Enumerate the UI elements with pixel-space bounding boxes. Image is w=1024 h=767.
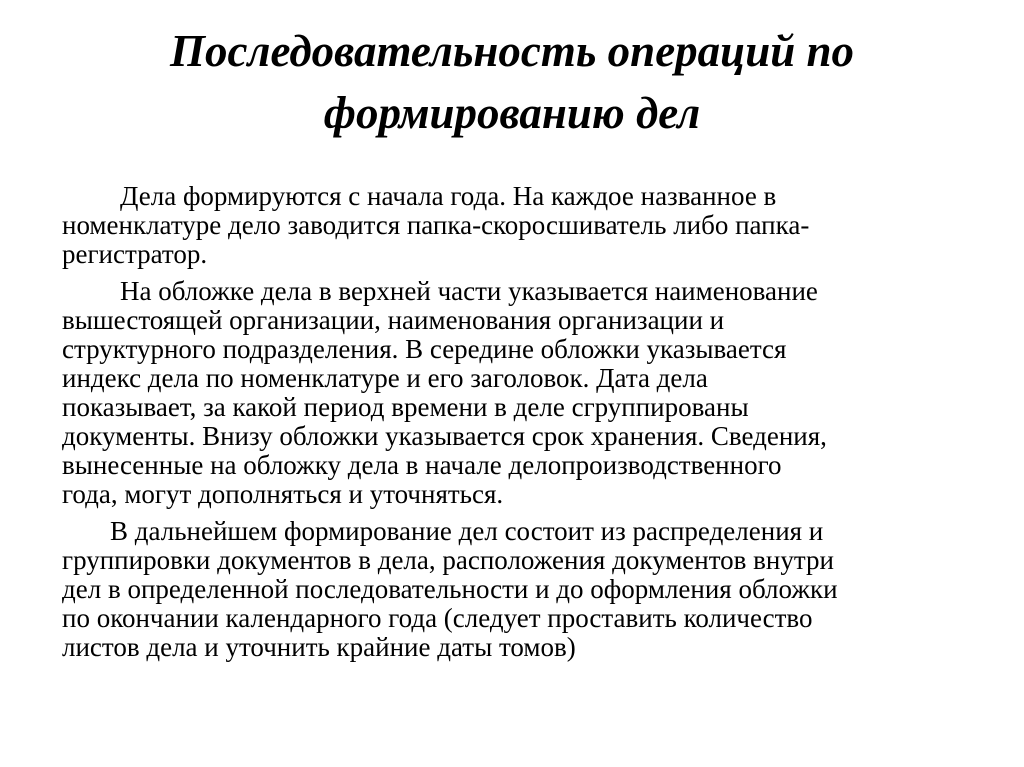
slide-title-line-2: формированию дел (323, 88, 701, 138)
paragraph-further-formation: В дальнейшем формирование дел состоит из распределения и группировки документов в дела, расположения документов внутри дел в определенной последовательности и до оформления обложки по окончании календарного года (следует проставить количество листов дела и уточнить крайние даты томов) (62, 516, 838, 662)
slide-title-line-1: Последовательность операций по (169, 26, 855, 76)
paragraph-cover-details: На обложке дела в верхней части указывается наименование вышестоящей организации, наименования организации и структурного подразделения. В середине обложки указывается индекс дела по номенклатуре и его заголовок. Дата дела показывает, за какой период времени в деле сгруппированы документы. Внизу обложки указывается срок хранения. Сведения, вынесенные на обложку дела в начале делопроизводственного года, могут дополняться и уточняться. (62, 276, 827, 509)
slide-body (62, 182, 967, 670)
slide-title (40, 20, 984, 144)
paragraph-case-formation: Дела формируются с начала года. На каждое названное в номенклатуре дело заводится папка-скоросшиватель либо папка- регистратор. (62, 181, 810, 269)
